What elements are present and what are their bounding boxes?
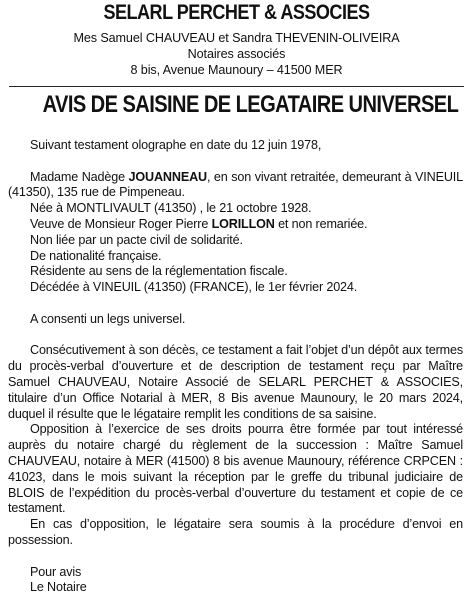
address-line: 8 bis, Avenue Maunoury – 41500 MER (130, 63, 343, 77)
consequence-paragraph: En cas d’opposition, le légataire sera soumis à la procédure d’envoi en possession. (8, 517, 463, 547)
pacs-line: Non liée par un pacte civil de solidarité. (30, 232, 243, 247)
nationality-line: De nationalité française. (30, 248, 162, 263)
spouse-surname: LORILLON (211, 216, 275, 231)
residence-line: Résidente au sens de la réglementation fiscale. (30, 264, 288, 279)
death-line: Décédée à VINEUIL (41350) (FRANCE), le 1er février 2024. (30, 280, 358, 295)
notice-body (8, 138, 463, 596)
widow-line: Veuve de Monsieur Roger Pierre LORILLON et non remariée. (30, 216, 368, 231)
closing-line: Pour avis (30, 564, 82, 579)
signature-line: Le Notaire (30, 580, 87, 595)
birth-line: Née à MONTLIVAULT (41350) , le 21 octobre 1928. (30, 201, 312, 216)
partners-line: Mes Samuel CHAUVEAU et Sandra THEVENIN-OLIVEIRA (73, 31, 400, 45)
role-line: Notaires associés (187, 47, 286, 61)
firm-name: SELARL PERCHET & ASSOCIES (103, 1, 370, 24)
header-divider (9, 86, 464, 87)
opposition-paragraph: Opposition à l’exercice de ses droits pourra être formée par tout intéressé auprès du notaire chargé du règlement de la succession : Maître Samuel CHAUVEAU, notaire à MER (41500) 8 bis avenue Maunoury, référence CRPCEN : 41023, dans le mois suivant la réception par le greffe du tribunal judiciaire de BLOIS de l’expédition du procès-verbal d’ouverture du testament et copie de ce testament. (8, 422, 463, 516)
deposit-paragraph: Consécutivement à son décès, ce testament a fait l’objet d’un dépôt aux termes du procès-verbal d’ouverture et de description de testament reçu par Maître Samuel CHAUVEAU, Notaire Associé de SELARL PERCHET & ASSOCIES, titulaire d’un Office Notarial à MER, 8 Bis avenue Maunoury, le 20 mars 2024, duquel il résulte que le légataire remplit les conditions de sa saisine. (8, 343, 463, 421)
intro-paragraph: Suivant testament olographe en date du 12 juin 1978, (30, 138, 322, 152)
testator-surname: JOUANNEAU (128, 169, 207, 184)
legacy-line: A consenti un legs universel. (30, 311, 186, 326)
testator-paragraph: Madame Nadège JOUANNEAU, en son vivant retraitée, demeurant à VINEUIL (41350), 135 rue de Pimpeneau. (8, 169, 463, 200)
notice-title: AVIS DE SAISINE DE LEGATAIRE UNIVERSEL (42, 91, 459, 118)
